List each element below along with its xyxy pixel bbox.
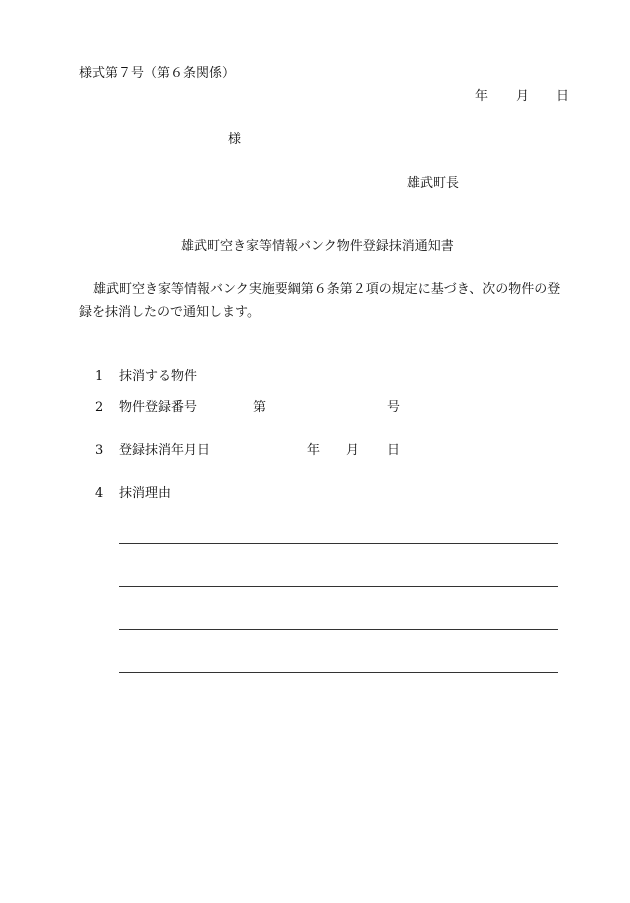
reason-line	[119, 543, 558, 544]
reason-line	[119, 672, 558, 673]
issuer-name: 雄武町長	[407, 176, 460, 191]
addressee-suffix: 様	[228, 132, 242, 147]
item-4-label: 抹消理由	[119, 486, 172, 501]
item-3-day: 日	[387, 443, 401, 458]
item-1-number: 1	[95, 369, 104, 384]
item-2-number: 2	[95, 400, 104, 415]
item-2-label: 物件登録番号	[119, 400, 198, 415]
document-title: 雄武町空き家等情報バンク物件登録抹消通知書	[181, 239, 454, 254]
body-line-2: 録を抹消したので通知します。	[79, 305, 260, 320]
reason-line	[119, 629, 558, 630]
item-4-number: 4	[95, 486, 104, 501]
item-3-month: 月	[346, 443, 360, 458]
date-header-month: 月	[516, 89, 530, 104]
reason-line	[119, 586, 558, 587]
body-line-1: 雄武町空き家等情報バンク実施要綱第６条第２項の規定に基づき、次の物件の登	[93, 282, 561, 297]
item-2-suffix: 号	[387, 400, 401, 415]
item-2-prefix: 第	[253, 400, 267, 415]
item-1-label: 抹消する物件	[119, 369, 198, 384]
item-3-label: 登録抹消年月日	[119, 443, 211, 458]
item-3-year: 年	[307, 443, 321, 458]
item-3-number: 3	[95, 443, 104, 458]
date-header-day: 日	[556, 89, 570, 104]
date-header-year: 年	[475, 89, 489, 104]
form-number: 様式第７号（第６条関係）	[79, 66, 236, 81]
